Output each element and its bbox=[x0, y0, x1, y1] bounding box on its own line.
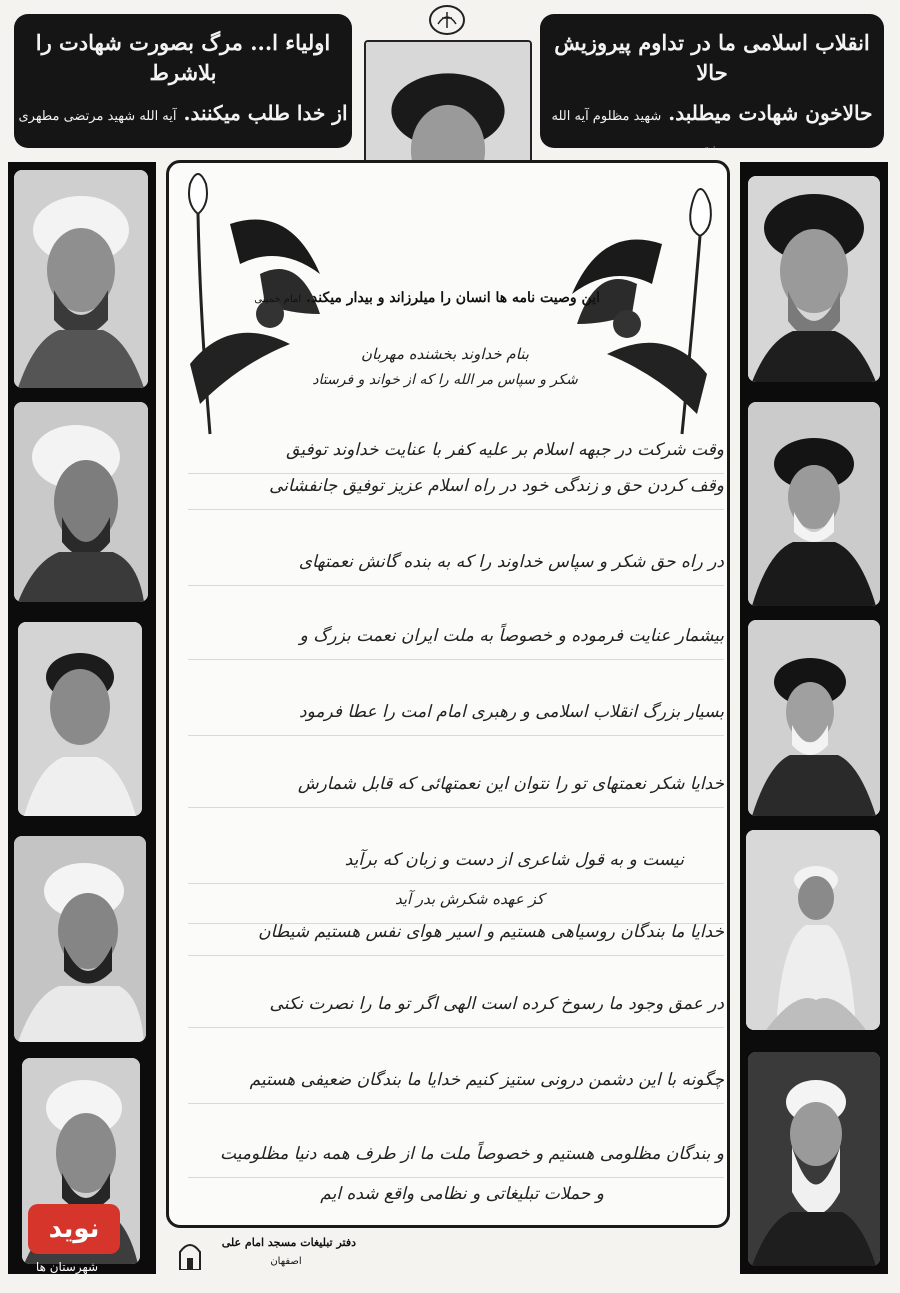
greeting-2: شکر و سپاس مر الله را که از خواند و فرستاد bbox=[312, 372, 578, 388]
footer-city: اصفهان bbox=[270, 1256, 302, 1267]
letter-line-1: وقت شرکت در جبهه اسلام بر علیه کفر با عنایت خداوند توفیق bbox=[188, 440, 724, 474]
banner-left bbox=[14, 14, 352, 148]
portrait-right-2 bbox=[748, 402, 880, 606]
letter-line-10: در عمق وجود ما رسوخ کرده است الهی اگر تو ما را نصرت نکنی bbox=[188, 994, 724, 1028]
letter-line-5: بسیار بزرگ انقلاب اسلامی و رهبری امام امت را عطا فرمود bbox=[188, 702, 724, 736]
letter-line-4: بیشمار عنایت فرموده و خصوصاً به ملت ایران نعمت بزرگ و bbox=[188, 626, 724, 660]
letter-line-3: در راه حق شکر و سپاس خداوند را که به بنده گانش نعمتهای bbox=[188, 552, 724, 586]
letter-line-12: و بندگان مظلومی هستیم و خصوصاً ملت ما از طرف همه دنیا مظلومیت bbox=[188, 1144, 724, 1178]
banner-right bbox=[540, 14, 884, 158]
banner-left-line2: از خدا طلب میکنند. bbox=[183, 101, 348, 125]
portrait-left-2 bbox=[14, 402, 148, 602]
mosque-icon bbox=[176, 1236, 204, 1270]
quote-text: این وصیت نامه ها انسان را میلرزاند و بیدار میکند. bbox=[306, 290, 600, 306]
portrait-right-4 bbox=[746, 830, 880, 1030]
banner-left-author: آیه الله شهید مرتضی مطهری bbox=[18, 109, 177, 124]
banner-right-line2: حالاخون شهادت میطلبد. bbox=[668, 101, 873, 125]
banner-right-author: شهید مظلوم آیه الله بهشتی bbox=[551, 109, 730, 158]
footer-stamp bbox=[176, 1234, 356, 1274]
letter-line-9: خدایا ما بندگان روسیاهی هستیم و اسیر هوای نفس هستیم شیطان bbox=[188, 922, 724, 956]
portrait-right-1 bbox=[748, 176, 880, 382]
portrait-left-4 bbox=[14, 836, 146, 1042]
letter-line-6: خدایا شکر نعمتهای تو را نتوان این نعمتهائی که قابل شمارش bbox=[188, 774, 724, 808]
portrait-right-3 bbox=[748, 620, 880, 816]
portrait-right-5 bbox=[748, 1052, 880, 1266]
emblem-icon bbox=[428, 4, 466, 36]
letter-line-8: کز عهده شکرش بدر آید bbox=[188, 890, 724, 924]
quote-attribution: امام خمینی bbox=[254, 294, 302, 305]
letter-line-11: چگونه با این دشمن درونی ستیز کنیم خدایا ما بندگان ضعیفی هستیم bbox=[188, 1070, 724, 1104]
letter-line-2: وقف کردن حق و زندگی خود در راه اسلام عزیز توفیق جانفشانی bbox=[188, 476, 724, 510]
watermark bbox=[4, 1196, 124, 1288]
letter-line-13: و حملات تبلیغاتی و نظامی واقع شده ایم bbox=[320, 1184, 604, 1204]
footer-stamp-text: دفتر تبلیغات مسجد امام علی bbox=[221, 1236, 356, 1249]
watermark-logo: نوید bbox=[28, 1204, 120, 1254]
letter-body bbox=[188, 440, 724, 1220]
portrait-left-1 bbox=[14, 170, 148, 388]
portrait-left-3 bbox=[18, 622, 142, 816]
banner-left-line1: اولیاء ا... مرگ بصورت شهادت را بلاشرط bbox=[35, 30, 331, 85]
banner-right-line1: انقلاب اسلامی ما در تداوم پیروزیش حالا bbox=[554, 30, 870, 85]
watermark-text: شهرستان ها bbox=[35, 1260, 99, 1274]
greeting-1: بنام خداوند بخشنده مهربان bbox=[361, 345, 529, 363]
quote-line bbox=[254, 290, 600, 320]
letter-line-7: نیست و به قول شاعری از دست و زبان که برآید bbox=[188, 850, 724, 884]
